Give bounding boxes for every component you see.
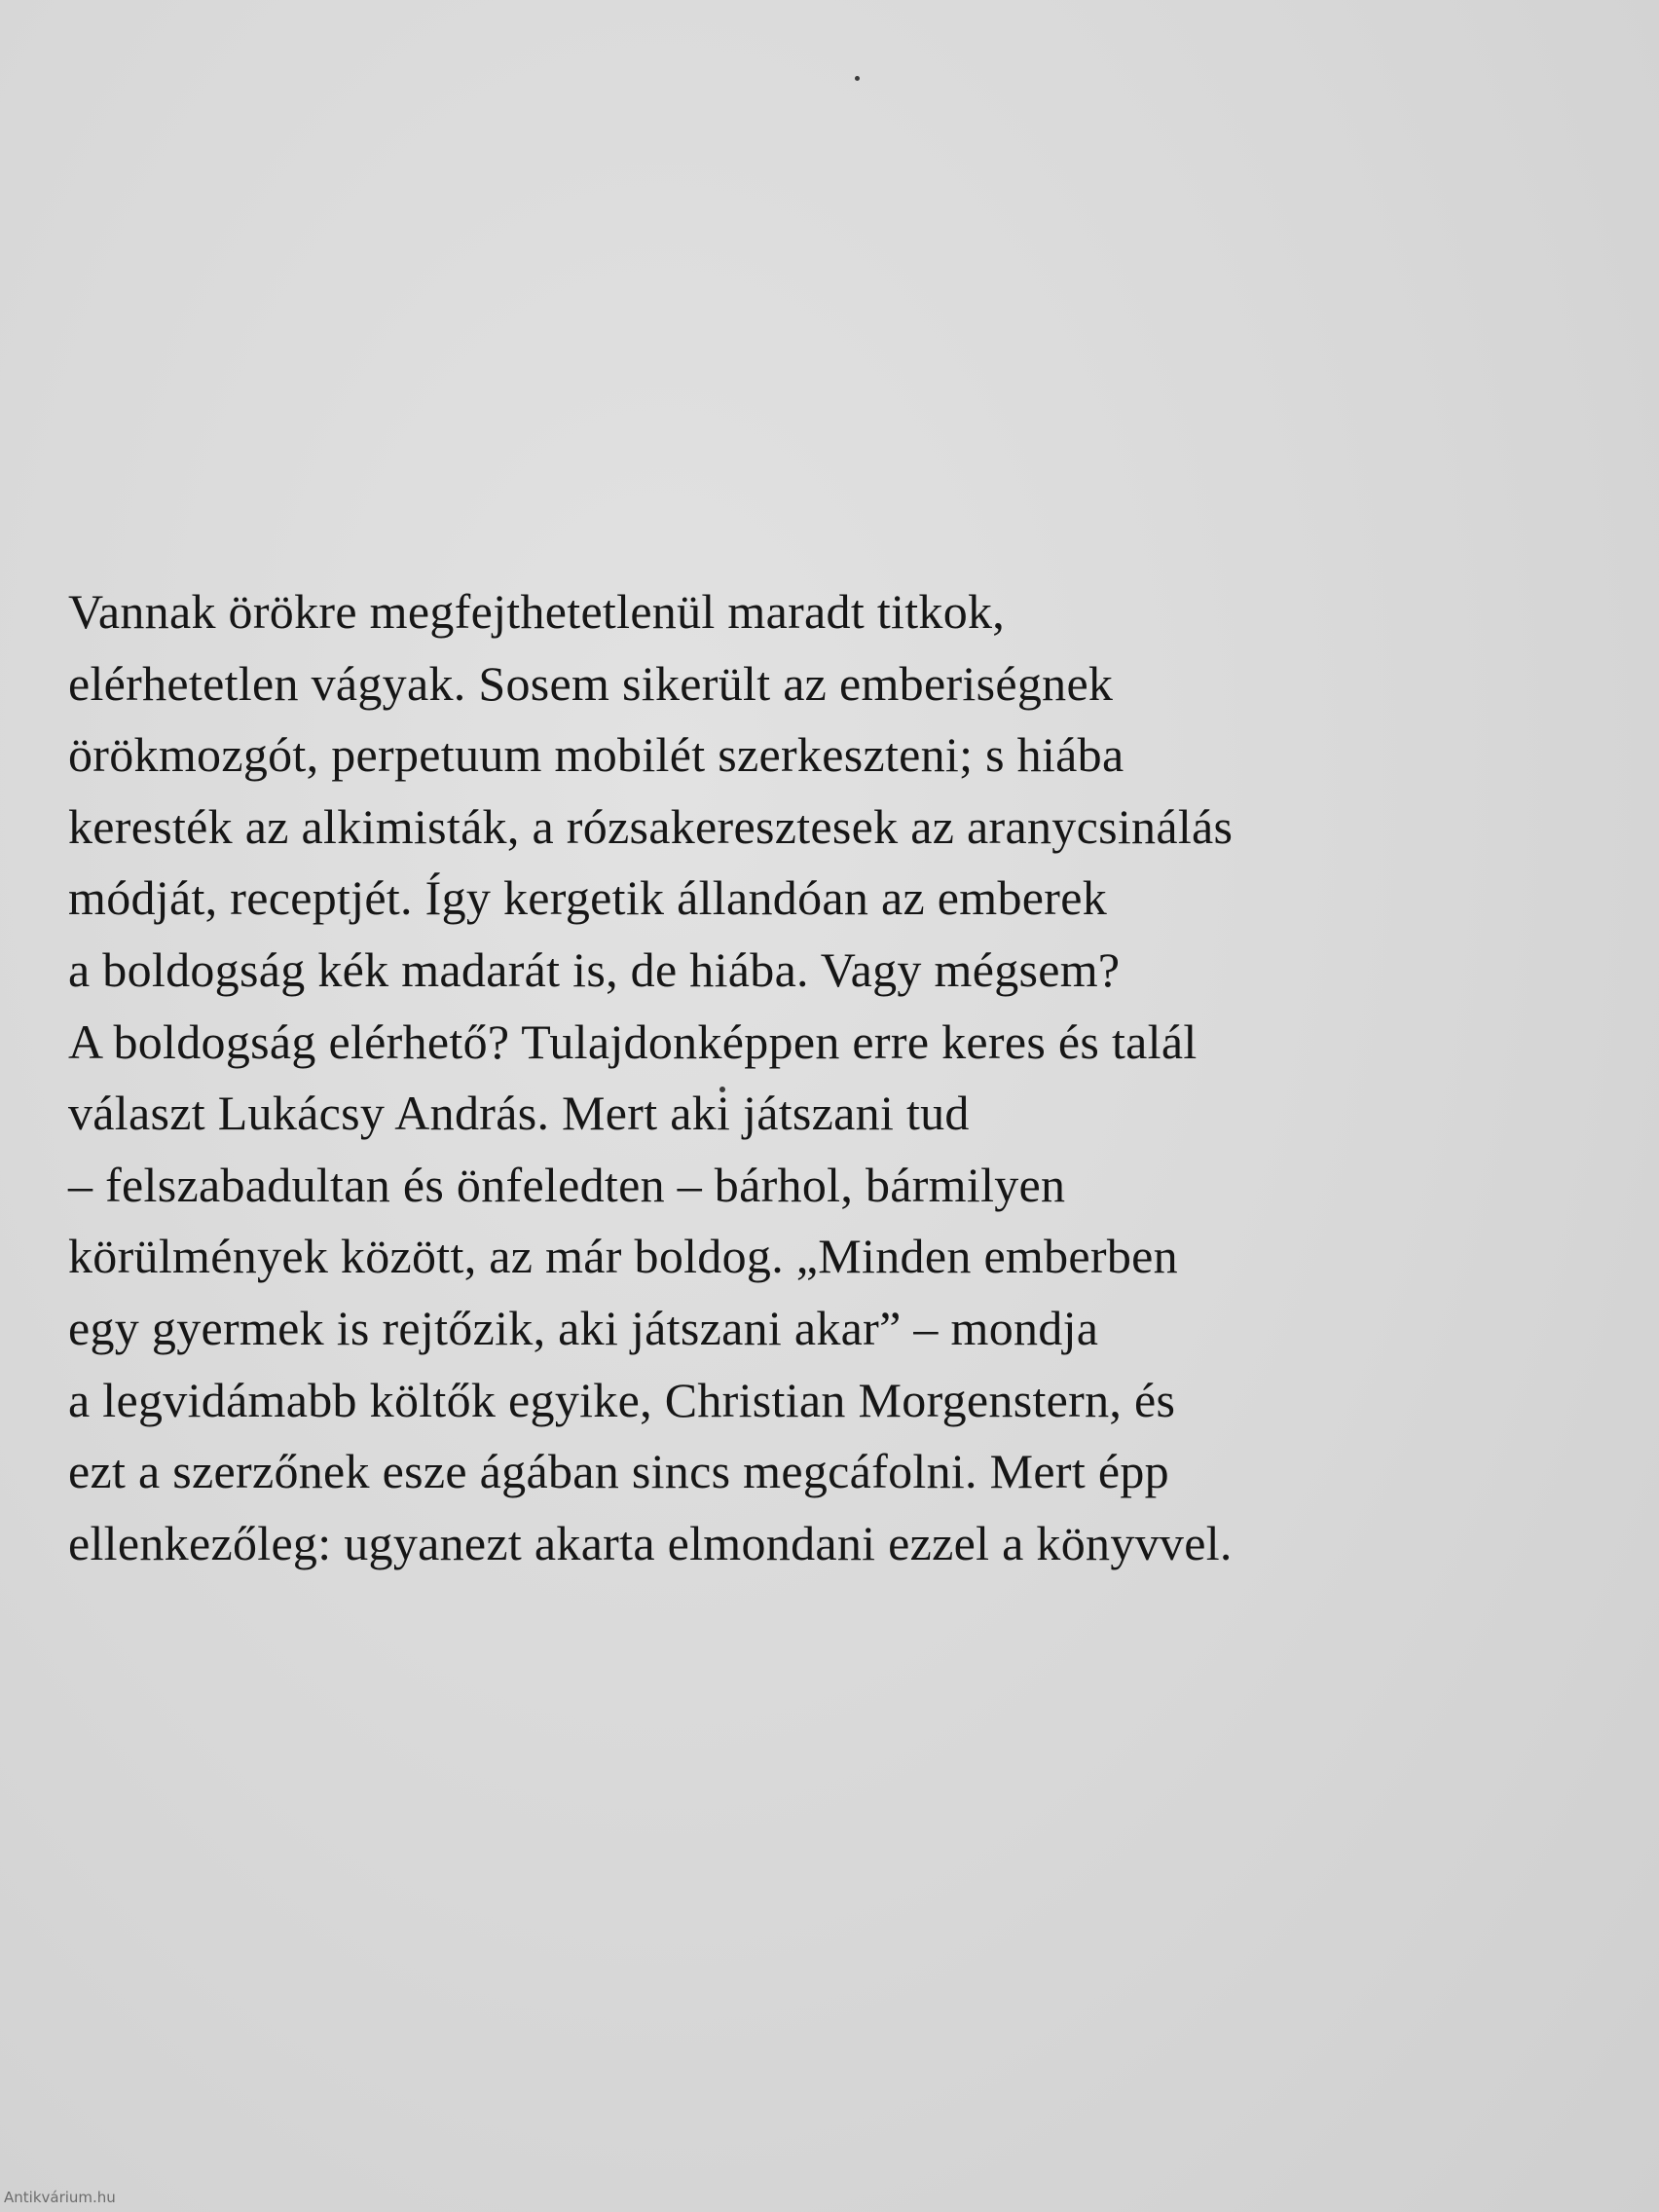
blurb-line: A boldogság elérhető? Tulajdonképpen erre keres és talál	[68, 1014, 1198, 1069]
blurb-line: örökmozgót, perpetuum mobilét szerkeszteni; s hiába	[68, 727, 1124, 783]
blurb-line: ezt a szerzőnek esze ágában sincs megcáfolni. Mert épp	[68, 1444, 1169, 1499]
blurb-line: Vannak örökre megfejthetetlenül maradt titkok,	[68, 584, 1006, 639]
watermark: Antikvárium.hu	[4, 2189, 116, 2206]
blurb-line: egy gyermek is rejtőzik, aki játszani akar” – mondja	[68, 1300, 1099, 1355]
blurb-line: körülmények között, az már boldog. „Minden emberben	[68, 1229, 1178, 1284]
blurb-line: a boldogság kék madarát is, de hiába. Vagy mégsem?	[68, 941, 1121, 997]
print-speck	[855, 76, 860, 81]
blurb-line: elérhetetlen vágyak. Sosem sikerült az emberiségnek	[68, 655, 1114, 711]
blurb-line: választ Lukácsy András. Mert aki játszani tud	[68, 1086, 970, 1141]
blurb-line: keresték az alkimisták, a rózsakeresztesek az aranycsinálás	[68, 798, 1234, 854]
blurb-line: a legvidámabb költők egyike, Christian Morgenstern, és	[68, 1372, 1176, 1427]
blurb-line: módját, receptjét. Így kergetik állandóan az emberek	[68, 870, 1107, 926]
blurb-line: ellenkezőleg: ugyanezt akarta elmondani ezzel a könyvvel.	[68, 1515, 1233, 1570]
blurb-line: – felszabadultan és önfeledten – bárhol, bármilyen	[68, 1157, 1066, 1212]
blurb-text	[68, 576, 1626, 1579]
